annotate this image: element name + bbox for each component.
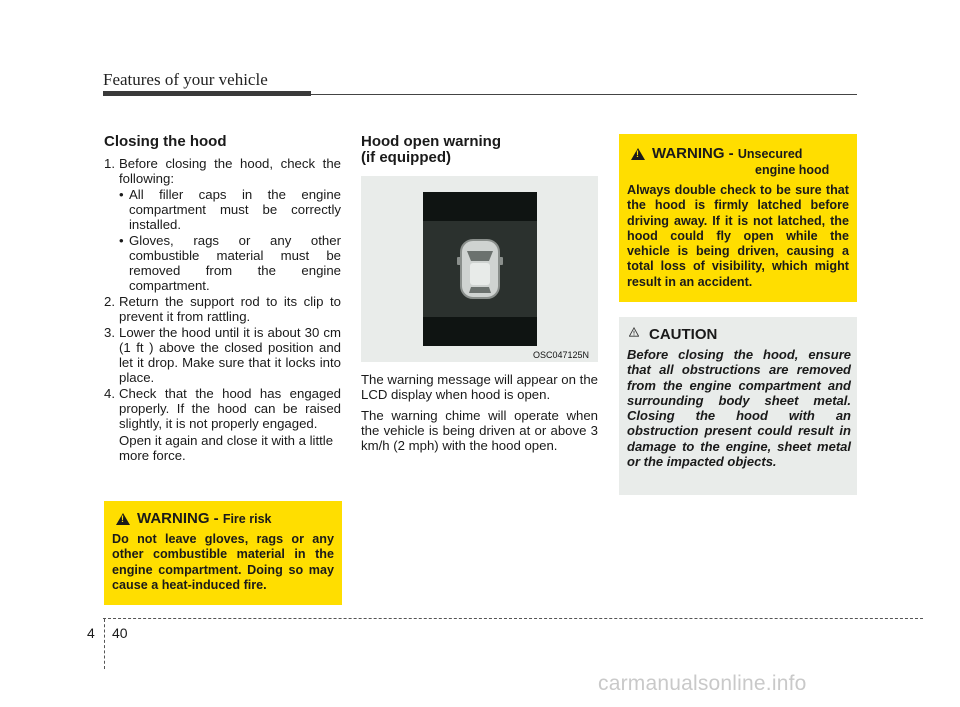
step-text: Before closing the hood, check the following: bbox=[119, 156, 341, 186]
step-item bbox=[104, 156, 341, 186]
watermark: carmanualsonline.info bbox=[598, 672, 807, 695]
caution-text: Before closing the hood, ensure that all obstructions are removed from the engine compartment and surrounding body sheet metal. Closing the hood with an obstruction present could result in damage to the engine, sheet metal or the impacted objects. bbox=[627, 347, 851, 470]
header-bar bbox=[103, 91, 311, 96]
header-rule bbox=[311, 94, 857, 95]
closing-hood-heading: Closing the hood bbox=[104, 133, 227, 150]
page-header-title: Features of your vehicle bbox=[103, 70, 268, 89]
warning-fire-box bbox=[104, 501, 342, 605]
step-text: Check that the hood has engaged properly. If the hood can be raised slightly, it is not properly engaged. bbox=[119, 386, 341, 431]
warning-fire-text: Do not leave gloves, rags or any other combustible material in the engine compartment. Doing so may cause a heat-induced fire. bbox=[112, 532, 334, 592]
caution-box bbox=[619, 317, 857, 495]
hood-warning-para: The warning message will appear on the LCD display when hood is open. bbox=[361, 372, 598, 402]
page-number: 40 bbox=[112, 625, 128, 641]
lcd-screen-center bbox=[423, 221, 537, 317]
step-number: 2. bbox=[104, 294, 115, 309]
warning-hood-title bbox=[652, 145, 802, 162]
warning-hood-box bbox=[619, 134, 857, 302]
warning-hood-subtitle: engine hood bbox=[755, 163, 830, 177]
warning-sub: Fire risk bbox=[222, 512, 272, 526]
bullet-dot: • bbox=[119, 233, 124, 248]
step-item bbox=[104, 386, 341, 431]
step-item bbox=[104, 294, 341, 324]
caution-title: CAUTION bbox=[649, 326, 718, 343]
warning-triangle-icon bbox=[116, 513, 130, 525]
hood-warning-section bbox=[361, 134, 598, 172]
step-text: Return the support rod to its clip to prevent it from rattling. bbox=[119, 294, 341, 324]
figure-code: OSC047125N bbox=[533, 350, 590, 360]
caution-triangle-icon bbox=[629, 327, 639, 337]
step-number: 4. bbox=[104, 386, 115, 401]
footer-rule bbox=[103, 618, 923, 619]
car-top-view-icon bbox=[423, 221, 537, 317]
closing-note: Open it again and close it with a little more force. bbox=[119, 433, 334, 463]
hood-warning-body bbox=[361, 372, 598, 459]
step-item bbox=[104, 325, 341, 385]
hood-warning-heading: Hood open warning bbox=[361, 133, 501, 150]
warning-hood-text: Always double check to be sure that the hood is firmly latched before driving away. If it is not latched, the hood could fly open while the vehicle is being driven, causing a total loss of visibility, which might result in an accident. bbox=[627, 183, 849, 289]
chapter-number: 4 bbox=[87, 625, 95, 641]
bullet-dot: • bbox=[119, 187, 124, 202]
step-text: Lower the hood until it is about 30 cm (1 ft ) above the closed position and let it drop. Make sure that it locks into place. bbox=[119, 325, 341, 385]
bullet-item bbox=[104, 233, 341, 293]
step-number: 1. bbox=[104, 156, 115, 171]
warning-triangle-icon bbox=[631, 148, 645, 160]
footer-divider bbox=[104, 619, 105, 669]
hood-warning-subheading: (if equipped) bbox=[361, 149, 451, 166]
warning-label: WARNING - bbox=[137, 510, 223, 527]
closing-hood-section bbox=[104, 134, 341, 463]
warning-sub: Unsecured bbox=[737, 147, 803, 161]
hood-warning-para: The warning chime will operate when the vehicle is being driven at or above 3 km/h (2 mph) with the hood open. bbox=[361, 408, 598, 453]
bullet-text: All filler caps in the engine compartment must be correctly installed. bbox=[129, 187, 341, 232]
bullet-text: Gloves, rags or any other combustible material must be removed from the engine compartment. bbox=[129, 233, 341, 293]
warning-fire-title bbox=[137, 510, 271, 527]
warning-label: WARNING - bbox=[652, 145, 738, 162]
bullet-item bbox=[104, 187, 341, 232]
step-number: 3. bbox=[104, 325, 115, 340]
